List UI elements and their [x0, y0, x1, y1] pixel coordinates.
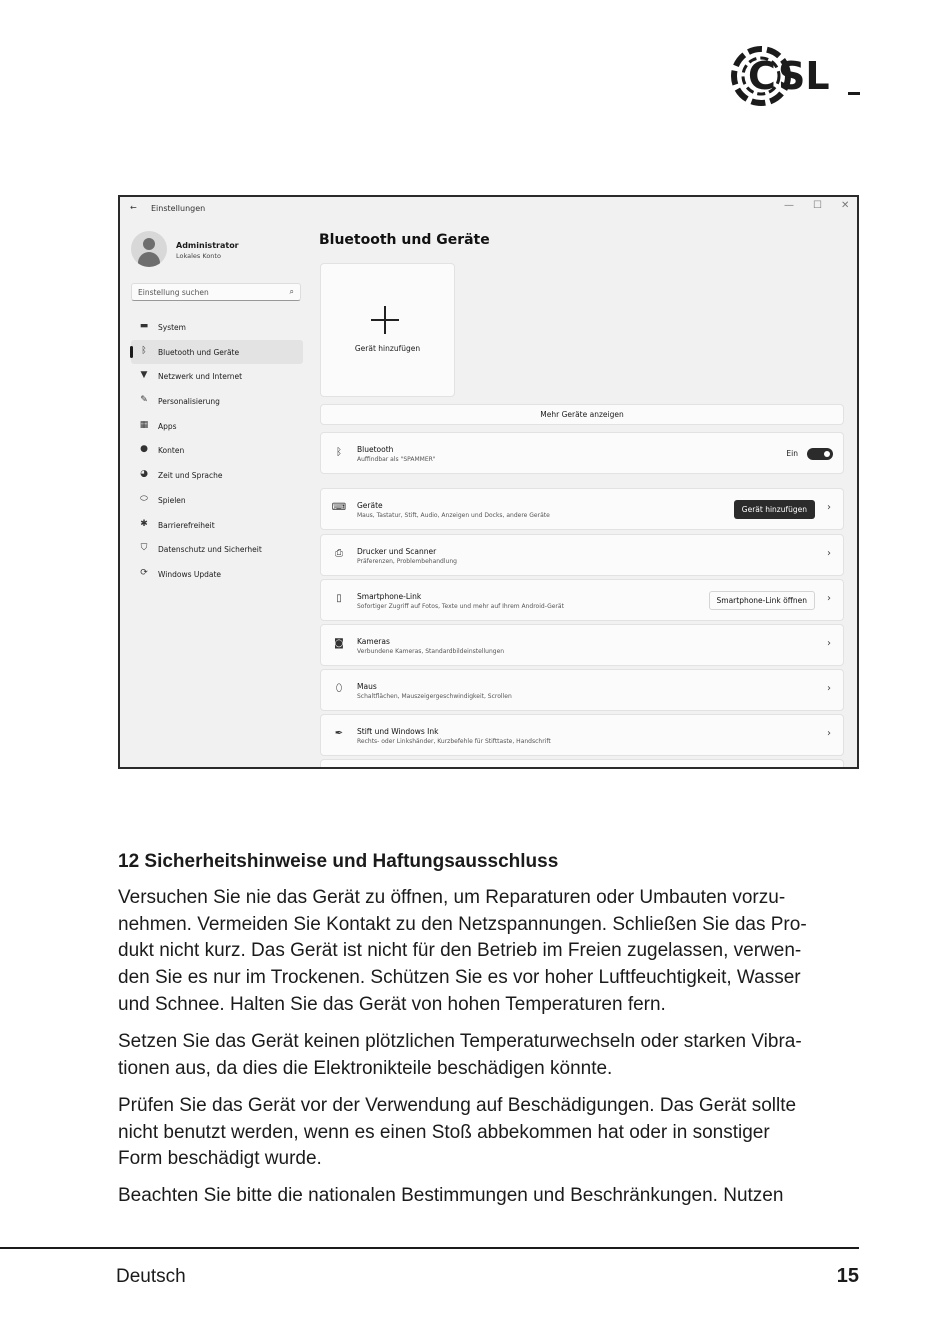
wifi-icon: ▼: [140, 370, 148, 381]
add-device-tile[interactable]: [320, 263, 455, 397]
text-line: nehmen. Vermeiden Sie Kontakt zu den Netzspannungen. Schließen Sie das Pro-: [118, 913, 807, 935]
maximize-icon[interactable]: ☐: [813, 200, 822, 211]
devices-card[interactable]: [320, 488, 844, 530]
text-line: Form beschädigt wurde.: [118, 1148, 322, 1170]
plus-icon: [371, 306, 399, 334]
bluetooth-toggle[interactable]: [807, 448, 833, 460]
text-line: nicht benutzt werden, wenn es einen Stoß abbekommen hat oder in sonstiger: [118, 1121, 770, 1143]
text-line: und Schnee. Halten Sie das Gerät von hohen Temperaturen fern.: [118, 993, 666, 1015]
nav-item-accounts[interactable]: [131, 438, 303, 463]
nav-item-network[interactable]: [131, 364, 303, 389]
shield-icon: ⛉: [140, 543, 148, 554]
nav-item-windows-update[interactable]: [131, 562, 303, 587]
accessibility-icon: ✱: [140, 518, 148, 529]
footer-divider: [0, 1247, 859, 1249]
gamepad-icon: ⬭: [140, 493, 148, 504]
pen-card[interactable]: [320, 714, 844, 756]
pen-title: Stift und Windows Ink: [357, 727, 439, 736]
chevron-right-icon: ›: [827, 593, 831, 604]
search-icon: ⌕: [289, 287, 294, 296]
update-icon: ⟳: [140, 567, 148, 578]
chevron-right-icon: ›: [827, 548, 831, 559]
apps-icon: ▦: [139, 419, 149, 430]
bluetooth-state-label: Ein: [786, 449, 798, 458]
close-icon[interactable]: ✕: [841, 200, 850, 211]
text-line: Versuchen Sie nie das Gerät zu öffnen, um Reparaturen oder Umbauten vorzu-: [118, 887, 786, 908]
nav-label: Konten: [158, 446, 185, 456]
printers-title: Drucker und Scanner: [357, 547, 437, 556]
chevron-right-icon: ›: [827, 638, 831, 649]
bluetooth-icon: ᛒ: [141, 345, 147, 356]
paragraph-2: [118, 1029, 858, 1082]
nav-label: Datenschutz und Sicherheit: [158, 545, 262, 555]
cameras-card[interactable]: [320, 624, 844, 666]
pen-icon: ✒: [334, 728, 344, 739]
chevron-right-icon: ›: [827, 502, 831, 513]
keyboard-icon: ⌨: [331, 502, 347, 513]
text-line: dukt nicht kurz. Das Gerät ist nicht für den Betrieb im Freien zugelassen, verwen-: [118, 940, 802, 962]
nav-label: Apps: [158, 421, 177, 431]
open-phone-link-button[interactable]: Smartphone-Link öffnen: [709, 591, 815, 610]
text-line: Beachten Sie bitte die nationalen Bestimmungen und Beschränkungen. Nutzen: [118, 1185, 784, 1206]
nav-label: Netzwerk und Internet: [158, 372, 243, 382]
phone-link-subtitle: Sofortiger Zugriff auf Fotos, Texte und mehr auf Ihrem Android-Gerät: [357, 603, 564, 610]
user-name: Administrator: [176, 241, 239, 250]
add-device-label: Gerät hinzufügen: [354, 344, 421, 353]
avatar: [131, 231, 167, 267]
paragraph-3: [118, 1093, 858, 1173]
next-card-partial: [320, 759, 844, 769]
mouse-subtitle: Schaltflächen, Mauszeigergeschwindigkeit, Scrollen: [357, 693, 512, 700]
nav-item-bluetooth[interactable]: [131, 340, 303, 365]
person-icon: ●: [140, 444, 148, 455]
camera-icon: ◙: [334, 638, 344, 649]
add-device-button[interactable]: Gerät hinzufügen: [734, 500, 815, 519]
paragraph-1: [118, 885, 858, 1019]
active-indicator: [130, 346, 133, 358]
devices-title: Geräte: [357, 501, 383, 510]
svg-text:SL: SL: [778, 54, 830, 98]
page-title: Bluetooth und Geräte: [319, 232, 490, 248]
settings-nav: [131, 315, 303, 587]
minimize-icon[interactable]: —: [784, 200, 794, 211]
settings-screenshot: [118, 195, 859, 769]
text-line: Prüfen Sie das Gerät vor der Verwendung auf Beschädigungen. Das Gerät sollte: [118, 1095, 797, 1116]
printers-card[interactable]: [320, 534, 844, 576]
pen-subtitle: Rechts- oder Linkshänder, Kurzbefehle für Stifttaste, Handschrift: [357, 738, 551, 745]
text-line: tionen aus, da dies die Elektronikteile beschädigen könnte.: [118, 1057, 613, 1079]
chevron-right-icon: ›: [827, 683, 831, 694]
nav-label: Personalisierung: [158, 397, 220, 407]
back-arrow-icon[interactable]: ←: [130, 203, 137, 212]
cameras-subtitle: Verbundene Kameras, Standardbildeinstellungen: [357, 648, 505, 655]
printer-icon: ⎙: [335, 548, 343, 559]
nav-label: Zeit und Sprache: [158, 471, 223, 481]
user-account-type: Lokales Konto: [176, 252, 221, 260]
nav-item-personalization[interactable]: [131, 389, 303, 414]
smartphone-icon: ▯: [336, 593, 342, 604]
window-titlebar: [120, 197, 857, 219]
window-title: Einstellungen: [151, 204, 206, 213]
brush-icon: ✎: [140, 395, 148, 406]
section-heading: 12 Sicherheitshinweise und Haftungsausschluss: [118, 851, 559, 872]
nav-label: System: [158, 323, 186, 332]
text-line: Setzen Sie das Gerät keinen plötzlichen Temperaturwechseln oder starken Vibra-: [118, 1031, 802, 1052]
paragraph-4: [118, 1183, 858, 1210]
devices-subtitle: Maus, Tastatur, Stift, Audio, Anzeigen und Docks, andere Geräte: [357, 512, 550, 519]
mouse-icon: ⬯: [335, 683, 343, 694]
bluetooth-title: Bluetooth: [357, 445, 394, 454]
bluetooth-subtitle: Auffindbar als "SPAMMER": [357, 456, 436, 463]
settings-search-input[interactable]: [131, 283, 301, 301]
bluetooth-card: [320, 432, 844, 474]
mouse-card[interactable]: [320, 669, 844, 711]
printers-subtitle: Präferenzen, Problembehandlung: [357, 558, 457, 565]
globe-clock-icon: ◕: [140, 469, 148, 480]
nav-label: Spielen: [158, 495, 186, 505]
bluetooth-icon: ᛒ: [336, 447, 342, 458]
search-placeholder: Einstellung suchen: [138, 288, 209, 297]
nav-item-gaming[interactable]: [131, 488, 303, 513]
chevron-right-icon: ›: [827, 728, 831, 739]
nav-item-privacy[interactable]: [131, 537, 303, 562]
nav-item-accessibility[interactable]: [131, 513, 303, 538]
footer-language: Deutsch: [116, 1266, 186, 1287]
text-line: den Sie es nur im Trockenen. Schützen Sie es vor hoher Luftfeuchtigkeit, Wasser: [118, 967, 801, 989]
nav-item-apps[interactable]: [131, 414, 303, 439]
phone-link-title: Smartphone-Link: [357, 592, 422, 601]
nav-label: Bluetooth und Geräte: [158, 347, 240, 357]
nav-item-time-language[interactable]: [131, 463, 303, 488]
phone-link-card[interactable]: [320, 579, 844, 621]
svg-text:C: C: [748, 54, 776, 98]
monitor-icon: ▬: [139, 321, 149, 331]
nav-item-system[interactable]: [131, 315, 303, 340]
csl-logo: [728, 40, 863, 112]
show-more-devices-button[interactable]: Mehr Geräte anzeigen: [320, 404, 844, 425]
nav-label: Barrierefreiheit: [158, 520, 215, 530]
cameras-title: Kameras: [357, 637, 390, 646]
mouse-title: Maus: [357, 682, 377, 691]
page-number: 15: [836, 1265, 859, 1287]
nav-label: Windows Update: [158, 569, 222, 579]
